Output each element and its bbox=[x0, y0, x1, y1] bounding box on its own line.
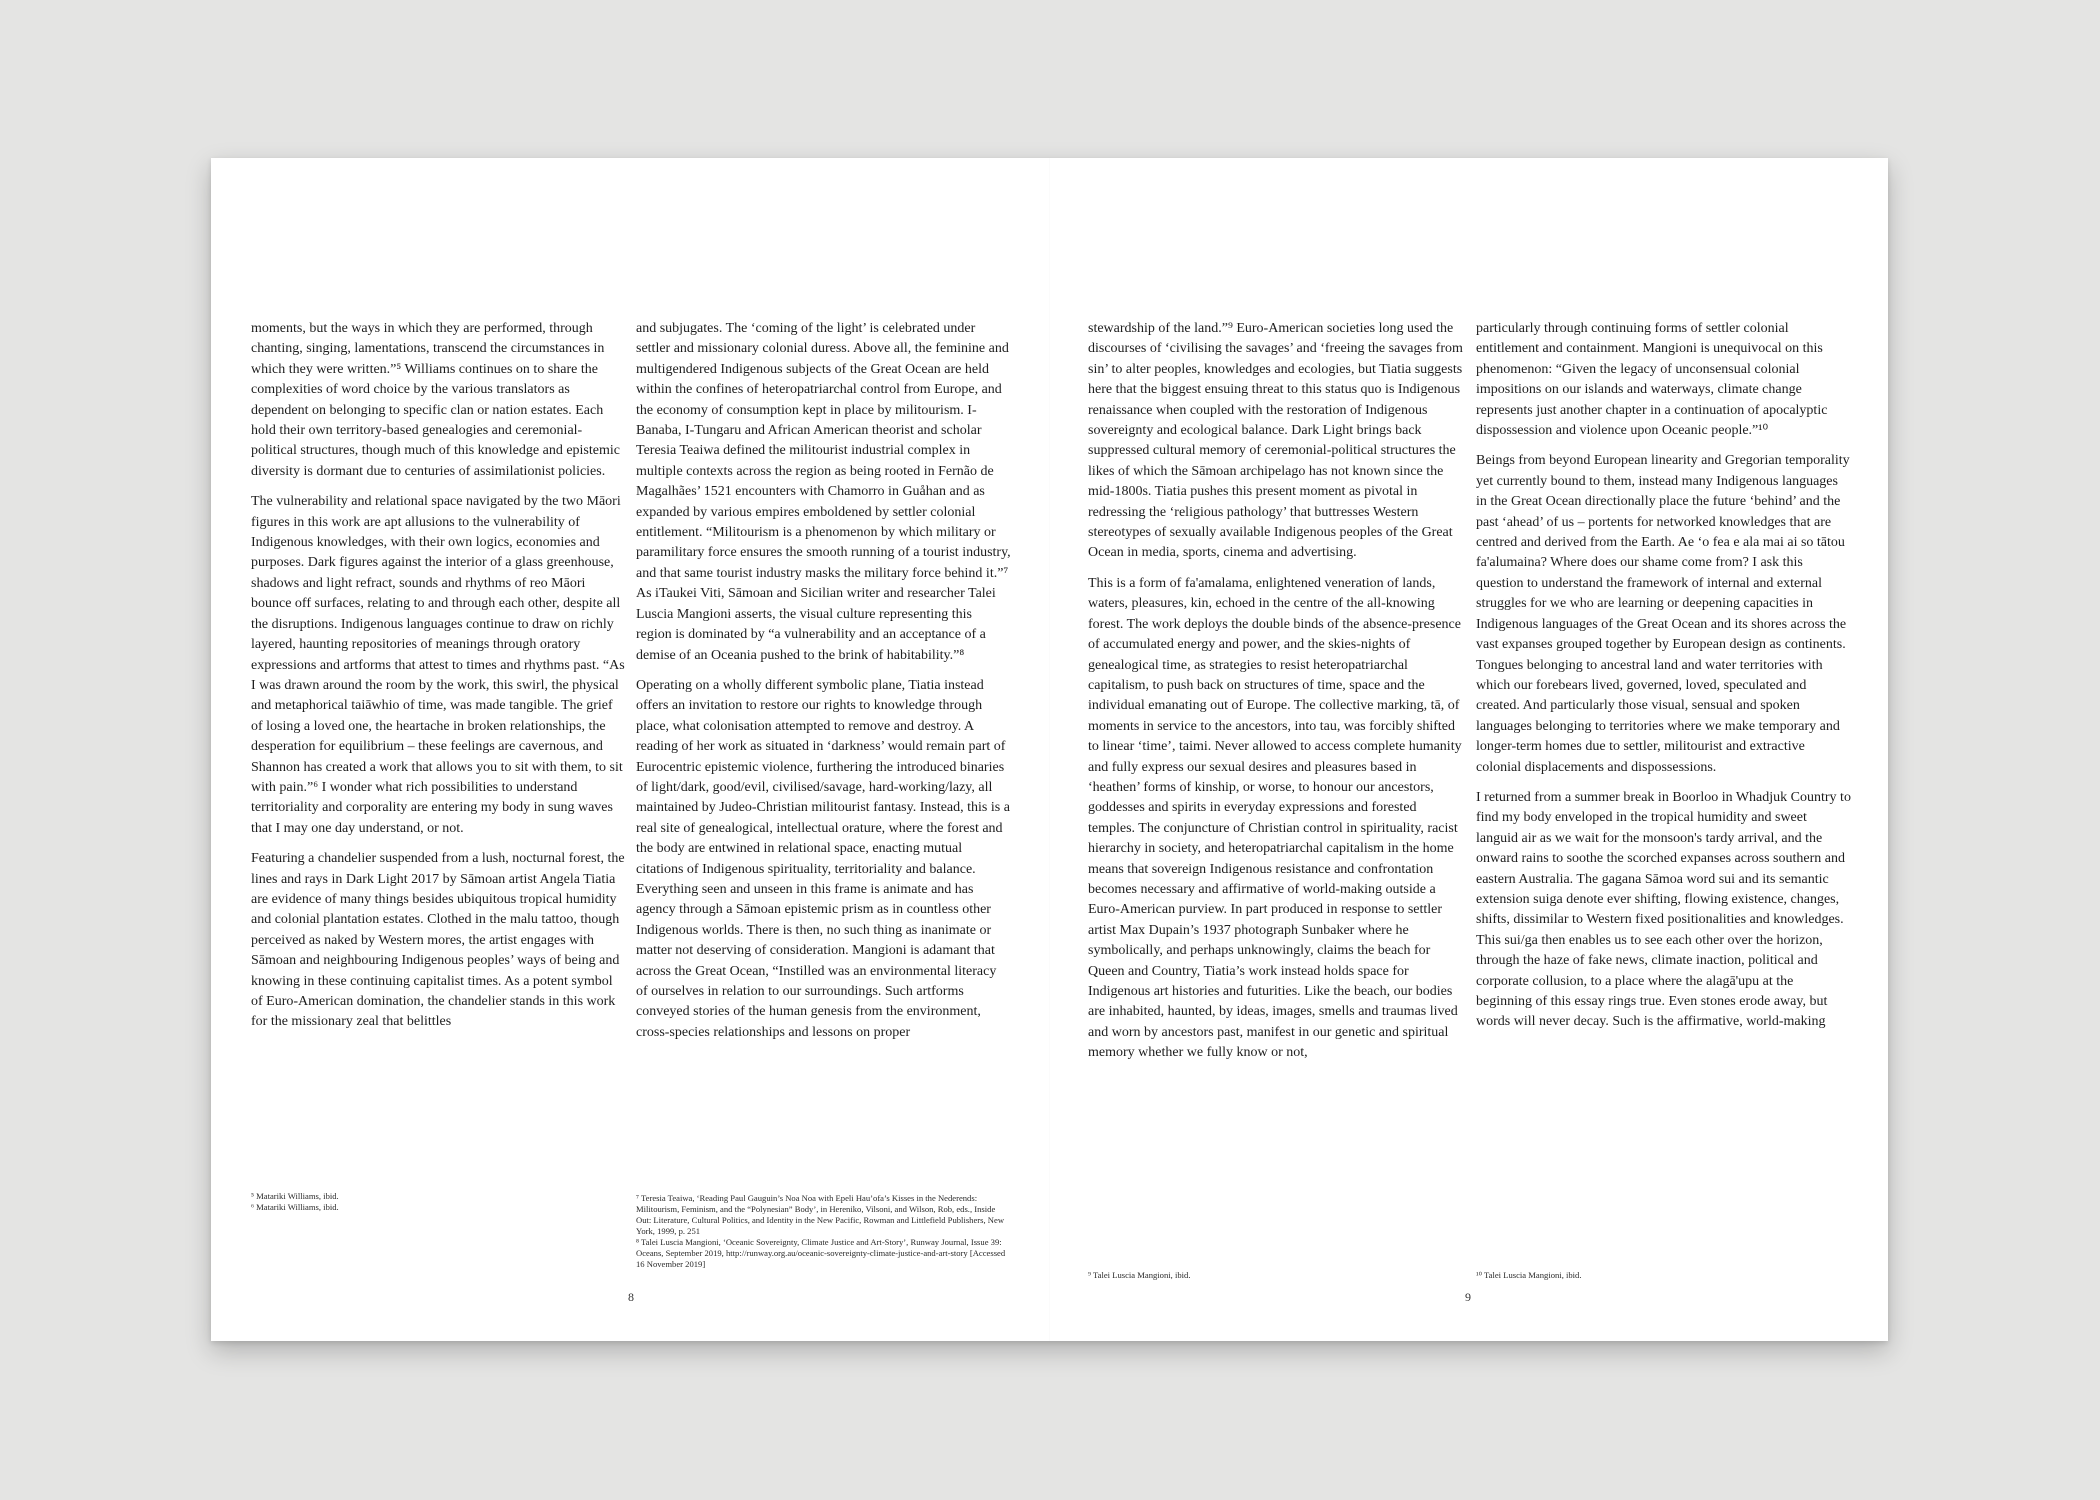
footnotes-left-1 bbox=[251, 1191, 626, 1213]
footnote: ⁷ Teresia Teaiwa, ‘Reading Paul Gauguin’s Noa Noa with Epeli Hau’ofa’s Kisses in the Nederends: Militourism, Feminism, and the “Polynesian” Body’, in Hereniko, Vilsoni, and Wilson, Rob, eds., Inside Out: Literature, Cultural Politics, and Identity in the New Pacific, Rowman and Littlefield Publishers, New York, 1999, p. 251 bbox=[636, 1193, 1005, 1236]
paragraph: Featuring a chandelier suspended from a lush, nocturnal forest, the lines and rays in Dark Light 2017 by Sāmoan artist Angela Tiatia are evidence of many things besides ubiquitous tropical humidity and colonial plantation estates. Clothed in the malu tattoo, though perceived as naked by Western mores, the artist engages with Sāmoan and neighbouring Indigenous peoples’ ways of being and knowing in these continuing capitalist times. As a potent symbol of Euro-American domination, the chandelier stands in this work for the missionary zeal that belittles bbox=[251, 851, 625, 1030]
footnote: ⁶ Matariki Williams, ibid. bbox=[251, 1202, 339, 1212]
left-page-column-2 bbox=[636, 319, 1011, 1053]
footnotes-right-2 bbox=[1476, 1270, 1851, 1281]
paragraph: particularly through continuing forms of settler colonial entitlement and containment. Mangioni is unequivocal on this phenomenon: “Given the legacy of unconsensual colonial impositions on our islands and waterways, climate change represents just another chapter in a continuation of apocalyptic dispossession and violence upon Oceanic people.”¹⁰ bbox=[1476, 321, 1828, 439]
paragraph: The vulnerability and relational space navigated by the two Māori figures in this work are apt allusions to the vulnerability of Indigenous knowledges, with their own logics, economies and purposes. Dark figures against the interior of a glass greenhouse, shadows and light refract, sounds and rhythms of reo Māori bounce off surfaces, relating to and through each other, despite all the disruptions. Indigenous languages continue to draw on richly layered, haunting repositories of meanings through oratory expressions and artforms that attest to times and rhythms past. “As I was drawn around the room by the work, this swirl, the physical and metaphorical taiāwhio of time, was made tangible. The grief of losing a loved one, the heartache in broken relationships, the desperation for equilibrium – these feelings are cavernous, and Shannon has created a work that allows you to sit with them, to sit with pain.”⁶ I wonder what rich possibilities to understand territoriality and corporality are entering my body in sung waves that I may one day understand, or not. bbox=[251, 494, 625, 836]
left-page-column-1 bbox=[251, 319, 626, 1043]
footnote: ⁸ Talei Luscia Mangioni, ‘Oceanic Sovereignty, Climate Justice and Art-Story’, Runway Journal, Issue 39: Oceans, September 2019, http://runway.org.au/oceanic-sovereignty-climate-justice-and-art-story [Accessed 16 November 2019] bbox=[636, 1237, 1006, 1269]
footnote: ¹⁰ Talei Luscia Mangioni, ibid. bbox=[1476, 1270, 1582, 1280]
paragraph: moments, but the ways in which they are performed, through chanting, singing, lamentations, transcend the circumstances in which they were written.”⁵ Williams continues on to share the complexities of word choice by the various translators as dependent on belonging to specific clan or nation estates. Each hold their own territory-based genealogies and ceremonial-political structures, though much of this knowledge and epistemic diversity is dormant due to centuries of assimilationist policies. bbox=[251, 321, 620, 479]
paragraph: This is a form of fa'amalama, enlightened veneration of lands, waters, pleasures, kin, echoed in the centre of the all-knowing forest. The work deploys the double binds of the absence-presence of accumulated energy and power, and the skies-nights of genealogical time, as strategies to resist heteropatriarchal capitalism, to push back on structures of time, space and the individual emanating out of Europe. The collective marking, tā, of moments in service to the ancestors, into tau, was forcibly shifted to linear ‘time’, taimi. Never allowed to access complete humanity and fully express our sexual desires and pleasures based in ‘heathen’ forms of kinship, or worse, to honour our ancestors, goddesses and spirits in everyday expressions and forested temples. The conjuncture of Christian control in spirituality, racist hierarchy in society, and heteropatriarchal capitalism in the home means that sovereign Indigenous resistance and confrontation becomes necessary and affirmative of world-making outside a Euro-American purview. In part produced in response to settler artist Max Dupain’s 1937 photograph Sunbaker where he symbolically, and perhaps unknowingly, claims the beach for Queen and Country, Tiatia’s work instead holds space for Indigenous art histories and futurities. Like the beach, our bodies are inhabited, haunted, by ideas, images, smells and traumas lived and worn by ancestors past, manifest in our genetic and spiritual memory whether we fully know or not, bbox=[1088, 575, 1462, 1061]
book-spread bbox=[211, 158, 1888, 1341]
footnote: ⁵ Matariki Williams, ibid. bbox=[251, 1191, 339, 1201]
paragraph: Beings from beyond European linearity and Gregorian temporality yet currently bound to them, instead many Indigenous languages in the Great Ocean directionally place the future ‘behind’ and the past ‘ahead’ of us – portents for networked knowledges that are centred and derived from the Earth. Ae ‘o fea e ala mai ai so tātou fa'alumaina? Where does our shame come from? I ask this question to understand the framework of internal and external struggles for we who are learning or deepening capacities in Indigenous languages of the Great Ocean and its shores across the vast expanses grouped together by European design as continents. Tongues belonging to ancestral land and water territories with which our forebears lived, governed, loved, speculated and created. And particularly those visual, sensual and spoken languages belonging to territories where we make temporary and longer-term homes due to settler, militourist and extractive colonial displacements and dispossessions. bbox=[1476, 453, 1850, 775]
right-page-column-1 bbox=[1088, 319, 1463, 1074]
page-number-left: 8 bbox=[628, 1290, 634, 1304]
footnotes-left-2 bbox=[636, 1193, 1011, 1270]
page-number-right: 9 bbox=[1465, 1290, 1471, 1304]
book-gutter bbox=[1049, 158, 1050, 1341]
paragraph: Operating on a wholly different symbolic plane, Tiatia instead offers an invitation to restore our rights to knowledge through place, what colonisation attempted to remove and destroy. A reading of her work as situated in ‘darkness’ would remain part of Eurocentric epistemic violence, furthering the introduced binaries of light/dark, good/evil, civilised/savage, hard-working/lazy, all maintained by Judeo-Christian militourist fantasy. Instead, this is a real site of genealogical, intellectual orature, where the forest and the body are entwined in relational space, enacting mutual citations of Indigenous spirituality, territoriality and balance. Everything seen and unseen in this frame is animate and has agency through a Sāmoan epistemic prism as in countless other Indigenous worlds. There is then, no such thing as inanimate or matter not deserving of consideration. Mangioni is adamant that across the Great Ocean, “Instilled was an environmental literacy of ourselves in relation to our surroundings. Such artforms conveyed stories of the human genesis from the environment, cross-species relationships and lessons on proper bbox=[636, 677, 1010, 1040]
right-page-column-2 bbox=[1476, 319, 1851, 1043]
footnote: ⁹ Talei Luscia Mangioni, ibid. bbox=[1088, 1270, 1191, 1280]
paragraph: I returned from a summer break in Boorloo in Whadjuk Country to find my body enveloped in the tropical humidity and sweet languid air as we wait for the monsoon's tardy arrival, and the onward rains to soothe the scorched expanses across southern and eastern Australia. The gagana Sāmoa word sui and its semantic extension suiga denote ever shifting, flowing existence, changes, shifts, dissimilar to Western fixed positionalities and knowledges. This sui/ga then enables us to see each other over the horizon, through the haze of fake news, climate inaction, political and corporate collusion, to a place where the alagā'upu at the beginning of this essay rings true. Even stones erode away, but words will never decay. Such is the affirmative, world-making bbox=[1476, 789, 1851, 1030]
paragraph: and subjugates. The ‘coming of the light’ is celebrated under settler and missionary colonial duress. Above all, the feminine and multigendered Indigenous subjects of the Great Ocean are held within the confines of heteropatriarchal control from Europe, and the economy of consumption kept in place by militourism. I-Banaba, I-Tungaru and African American theorist and scholar Teresia Teaiwa defined the militourist industrial complex in multiple contexts across the region as being rooted in Fernão de Magalhães’ 1521 encounters with Chamorro in Guåhan and as expanded by various empires emboldened by settler colonial entitlement. “Militourism is a phenomenon by which military or paramilitary force ensures the smooth running of a tourist industry, and that same tourist industry masks the military force behind it.”⁷ As iTaukei Viti, Sāmoan and Sicilian writer and researcher Talei Luscia Mangioni asserts, the visual culture representing this region is dominated by “a vulnerability and an acceptance of a demise of an Oceania pushed to the brink of habitability.”⁸ bbox=[636, 321, 1011, 663]
paragraph: stewardship of the land.”⁹ Euro-American societies long used the discourses of ‘civilising the savages’ and ‘freeing the savages from sin’ to alter peoples, knowledges and ecologies, but Tiatia suggests here that the biggest ensuing threat to this status quo is Indigenous renaissance when coupled with the restoration of Indigenous sovereignty and ecological balance. Dark Light brings back suppressed cultural memory of ceremonial-political structures the likes of which the Sāmoan archipelago has not known since the mid-1800s. Tiatia pushes this present moment as pivotal in redressing the ‘religious pathology’ that buttresses Western stereotypes of sexually available Indigenous peoples of the Great Ocean in media, sports, cinema and advertising. bbox=[1088, 321, 1463, 561]
footnotes-right-1 bbox=[1088, 1270, 1463, 1281]
